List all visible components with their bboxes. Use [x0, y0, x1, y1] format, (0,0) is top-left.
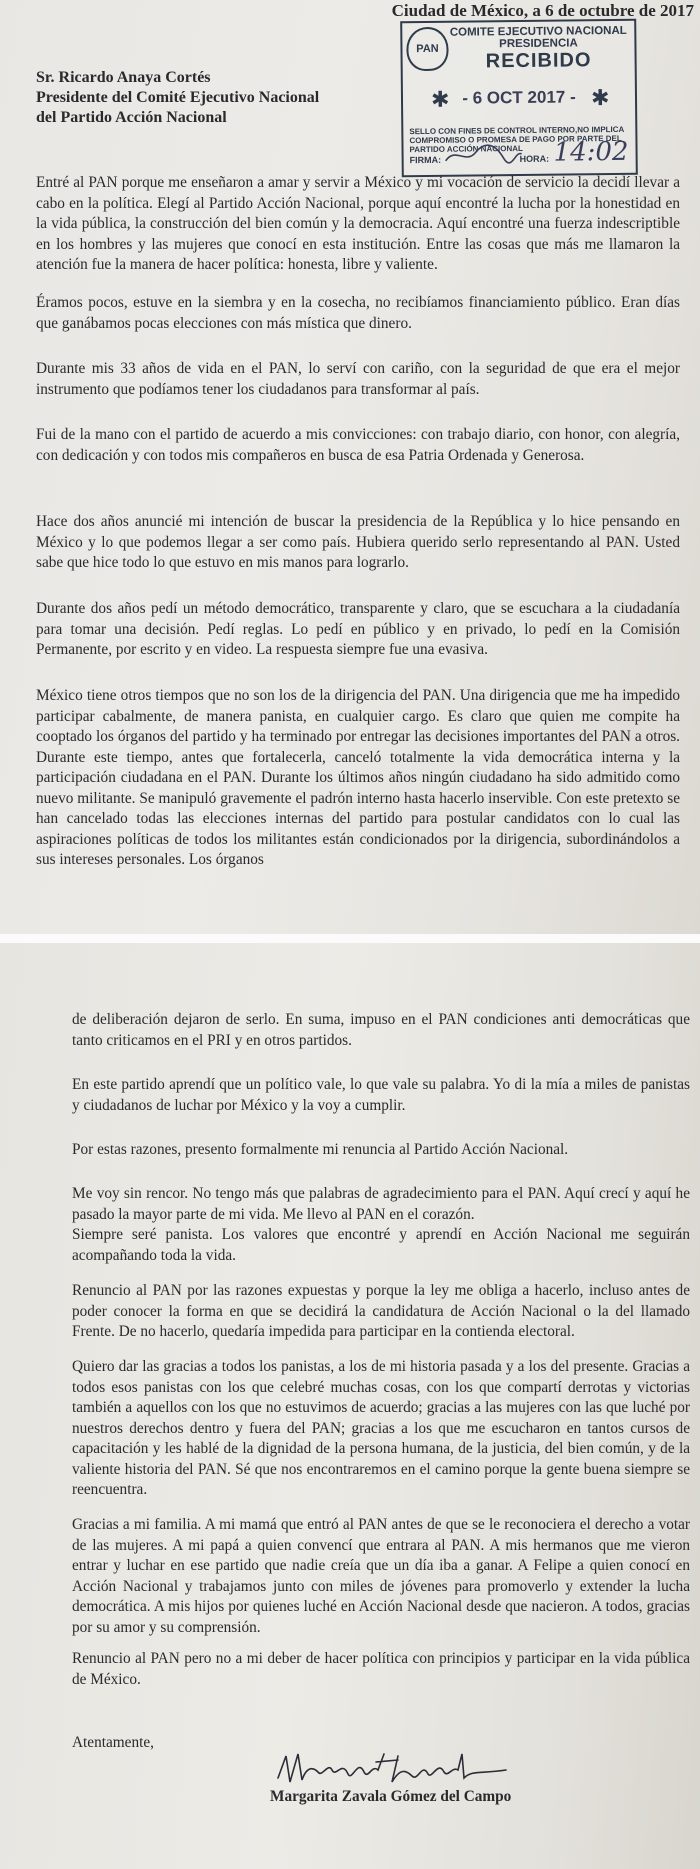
paragraph: Hace dos años anuncié mi intención de buscar la presidencia de la República y lo hice pensando en México y lo que podemos llegar a ser como país. Hubiera querido serlo representando al PAN. Usted sabe que hice todo lo que estuvo en mis manos para lograrlo. — [36, 513, 680, 571]
paragraph: Durante dos años pedí un método democrático, transparente y claro, que se escuchara a la ciudadanía para tomar una decisión. Pedí reglas. Lo pedí en público y en privado, lo pedí en la Comisión Permanente, por escrito y en video. La respuesta siempre fue una evasiva. — [36, 600, 680, 658]
stamp-notice: SELLO CON FINES DE CONTROL INTERNO,NO IMPLICA COMPROMISO O PROMESA DE PAGO POR PARTE DEL PARTIDO ACCIÓN NACIONAL — [409, 124, 625, 155]
stamp-org-line1: COMITE EJECUTIVO NACIONAL — [449, 24, 627, 39]
star-icon: ✱ — [590, 85, 610, 111]
stamp-org-line2: PRESIDENCIA — [499, 37, 578, 51]
paragraph: Durante mis 33 años de vida en el PAN, lo serví con cariño, con la seguridad de que era el mejor instrumento que podíamos tener los ciudadanos para transformar al país. — [36, 360, 680, 398]
addressee-block — [36, 68, 319, 128]
paragraph: Me voy sin rencor. No tengo más que palabras de agradecimiento para el PAN. Aquí crecí y aquí he pasado la mayor parte de mi vida. Me llevo al PAN en el corazón. Siempre seré panista. Los valores que encontré y aprendí en Acción Nacional me seguirán acompañando toda la vida. — [72, 1185, 690, 1264]
stamp-date: - 6 OCT 2017 - — [462, 87, 576, 108]
paragraph: Renuncio al PAN pero no a mi deber de hacer política con principios y participar en la vida pública de México. — [72, 1650, 690, 1688]
paragraph: Fui de la mano con el partido de acuerdo a mis convicciones: con trabajo diario, con honor, con alegría, con dedicación y con todos mis compañeros en busca de esa Patria Ordenada y Generosa. — [36, 426, 680, 464]
addressee-title: Presidente del Comité Ejecutivo Nacional — [36, 89, 320, 106]
paragraph: Éramos pocos, estuve en la siembra y en la cosecha, no recibíamos financiamiento público. Eran días que ganábamos pocas elecciones con más mística que dinero. — [36, 294, 680, 332]
letter-page-2 — [0, 943, 700, 1869]
pan-logo: PAN — [406, 27, 448, 71]
paragraph: Renuncio al PAN por las razones expuestas y porque la ley me obliga a hacerlo, incluso antes de poder conocer la forma en que se decidirá la candidatura de Acción Nacional o la del llamado Frente. De no hacerlo, quedaría impedida para participar en la contienda electoral. — [72, 1282, 690, 1340]
paragraph: de deliberación dejaron de serlo. En suma, impuso en el PAN condiciones anti democráticas que tanto criticamos en el PRI y en otros partidos. — [72, 1011, 690, 1049]
paragraph: Por estas razones, presento formalmente mi renuncia al Partido Acción Nacional. — [72, 1141, 569, 1158]
svg-text:Margarita Zavala: Margarita Zavala — [272, 1735, 383, 1752]
closing: Atentamente, — [72, 1734, 154, 1751]
paragraph: En este partido aprendí que un político vale, lo que vale su palabra. Yo di la mía a miles de panistas y ciudadanos de luchar por México y la voy a cumplir. — [72, 1076, 690, 1114]
paragraph: Gracias a mi familia. A mi mamá que entró al PAN antes de que se le reconociera el derecho a votar de las mujeres. A mi papá a quien convencí que entrara al PAN. A mis hermanos que me vieron entrar y luchar en ese partido que nadie creía que un día iba a ganar. A Felipe a quien conocí en Acción Nacional y trabajamos junto con miles de jóvenes para promoverlo y extender la lucha democrática. A mis hijos por quienes luché en Acción Nacional desde que nacieron. A todos, gracias por su amor y su comprensión. — [72, 1516, 690, 1636]
star-icon: ✱ — [430, 86, 450, 112]
paragraph: México tiene otros tiempos que no son los de la dirigencia del PAN. Una dirigencia que me ha impedido participar cabalmente, de manera panista, en cualquier cargo. Es claro que quien me compite ha cooptado los órganos del partido y ha terminado por entregar las decisiones importantes del PAN a otros. Durante este tiempo, antes que fortalecerla, canceló totalmente la vida democrática interna y la participación ciudadana en el PAN. Durante los últimos años ningún ciudadano ha sido admitido como nuevo militante. Se manipuló gravemente el padrón interno hasta hacerlo inservible. Con este pretexto se han cancelado todas las elecciones internas del partido para postular candidatos con lo cual las aspiraciones políticas de todos los militantes están condicionados por la dirigencia, subordinándolos a sus intereses personales. Los órganos — [36, 687, 680, 868]
date-line: Ciudad de México, a 6 de octubre de 2017 — [391, 1, 694, 20]
page-gap — [0, 934, 700, 943]
addressee-org: del Partido Acción Nacional — [36, 109, 227, 126]
stamp-time-value: 14:02 — [553, 136, 629, 168]
stamp-signature-scribble — [443, 140, 523, 167]
addressee-name: Sr. Ricardo Anaya Cortés — [36, 69, 211, 86]
handwritten-signature — [272, 1735, 512, 1792]
stamp-time-label: HORA: — [519, 153, 550, 164]
received-stamp — [400, 19, 638, 177]
paragraph: Entré al PAN porque me enseñaron a amar y servir a México y mi vocación de servicio la decidí llevar a cabo en la política. Elegí al Partido Acción Nacional, porque aquí encontré la lucha por la honestidad en la vida pública, la construcción del bien común y la democracia. Aquí encontré una fuerza indescriptible en los hombres y las mujeres que conocí en esta institución. Entre las cosas que más me llamaron la atención fue la manera de hacer política: honesta, libre y valiente. — [36, 174, 680, 273]
stamp-signature-label: FIRMA: — [409, 154, 442, 166]
letter-page-1 — [0, 0, 700, 934]
paragraph: Quiero dar las gracias a todos los panistas, a los de mi historia pasada y a los del presente. Gracias a todos esos panistas con los que celebré muchas cosas, con los que compartí derrotas y victorias también a aquellos con los que no estuvimos de acuerdo; gracias a las mujeres con las que luché por nuestros derechos dentro y fuera del PAN; gracias a los que me escucharon en tantos cursos de capacitación y les hablé de la dignidad de la persona humana, de la justicia, del bien común, y de la valiente historia del PAN. Sé que nos encontraremos en el camino porque la gente buena siempre se reencuentra. — [72, 1358, 690, 1498]
signatory-name: Margarita Zavala Gómez del Campo — [270, 1788, 512, 1805]
stamp-org — [448, 25, 628, 51]
stamp-received: RECIBIDO — [485, 49, 592, 73]
